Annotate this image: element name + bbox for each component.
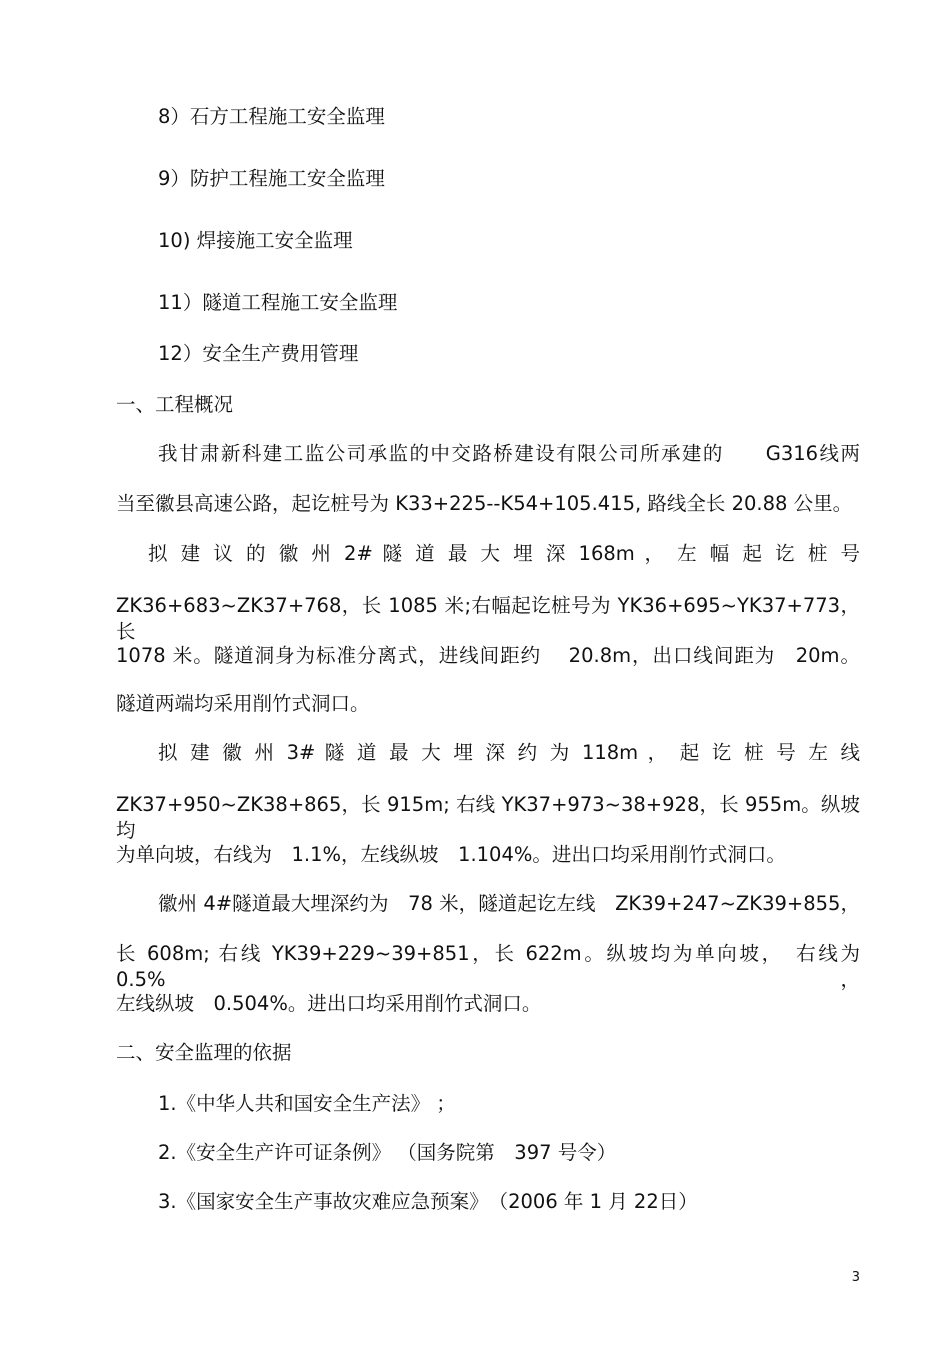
paragraph-line: 当至徽县高速公路，起讫桩号为 K33+225--K54+105.415, 路线全长 20.88 公里。 bbox=[116, 492, 853, 515]
list-item: 8）石方工程施工安全监理 bbox=[158, 105, 385, 128]
list-item: 3.《国家安全生产事故灾难应急预案》 （2006 年 1 月 22日） bbox=[158, 1190, 698, 1213]
paragraph-line: 1078 米。隧道洞身为标准分离式，进线间距约 20.8m，出口线间距为 20m。 bbox=[116, 644, 860, 667]
list-item: 2.《安全生产许可证条例》 （国务院第 397 号令） bbox=[158, 1141, 617, 1164]
section-heading: 二、安全监理的依据 bbox=[116, 1041, 292, 1064]
paragraph-line: 长 608m; 右线 YK39+229~39+851，长 622m。纵坡均为单向坡， 右线为 0.5%， bbox=[116, 942, 880, 991]
page-number: 3 bbox=[851, 1270, 860, 1285]
list-item: 1.《中华人共和国安全生产法》 ； bbox=[158, 1092, 456, 1115]
paragraph-line: 为单向坡，右线为 1.1%，左线纵坡 1.104%。进出口均采用削竹式洞口。 bbox=[116, 843, 786, 866]
paragraph-line: 我甘肃新科建工监公司承监的中交路桥建设有限公司所承建的 G316线两 bbox=[158, 442, 860, 465]
list-item: 12）安全生产费用管理 bbox=[158, 342, 359, 365]
paragraph-line: 徽州 4#隧道最大埋深约为 78 米，隧道起讫左线 ZK39+247~ZK39+855， bbox=[158, 892, 860, 915]
paragraph-line: 左线纵坡 0.504%。进出口均采用削竹式洞口。 bbox=[116, 992, 542, 1015]
list-item: 9）防护工程施工安全监理 bbox=[158, 167, 385, 190]
paragraph-line: ZK36+683~ZK37+768，长 1085 米;右幅起讫桩号为 YK36+695~YK37+773，长 bbox=[116, 594, 860, 643]
paragraph-line: 隧道两端均采用削竹式洞口。 bbox=[116, 692, 370, 715]
paragraph-line: 拟 建 议 的 徽 州 2# 隧 道 最 大 埋 深 168m ， 左 幅 起 讫 桩 号 bbox=[148, 542, 860, 565]
list-item: 10) 焊接施工安全监理 bbox=[158, 229, 353, 252]
section-heading: 一、工程概况 bbox=[116, 393, 234, 416]
paragraph-line: 拟 建 徽 州 3# 隧 道 最 大 埋 深 约 为 118m ， 起 讫 桩 号 左 线 bbox=[158, 741, 860, 764]
paragraph-line: ZK37+950~ZK38+865，长 915m; 右线 YK37+973~38+928，长 955m。纵坡均 bbox=[116, 793, 860, 842]
list-item: 11）隧道工程施工安全监理 bbox=[158, 291, 398, 314]
